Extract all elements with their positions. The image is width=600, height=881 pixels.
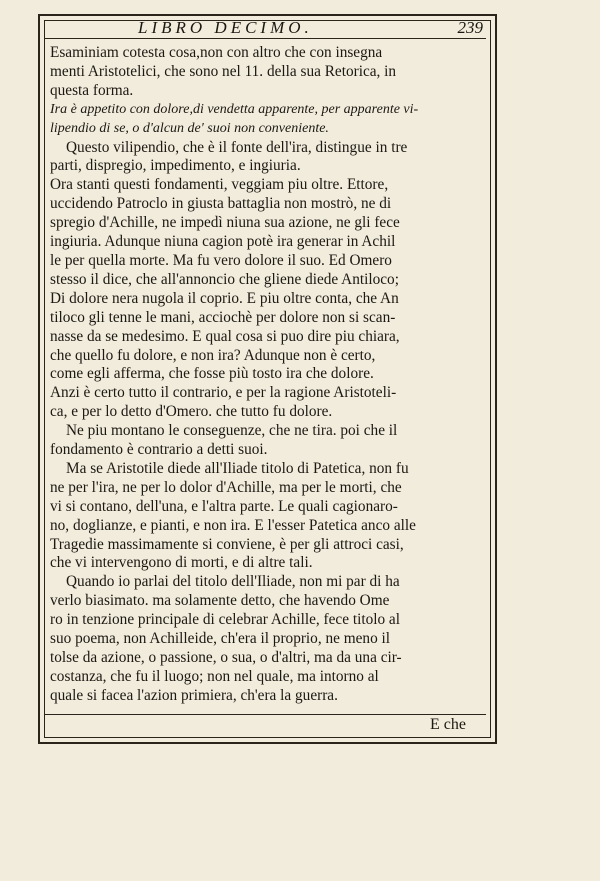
page-header [38,16,493,38]
text-line: Ne piu montano le conseguenze, che ne tira. poi che il [66,422,398,440]
text-line: tolse da azione, o passione, o sua, o d'altri, ma da una cir- [50,649,402,666]
text-line: Ora stanti questi fondamenti, veggiam piu oltre. Ettore, [50,176,389,194]
bottom-rule [45,714,486,715]
main-text [50,44,488,706]
text-line: nasse da se medesimo. E qual cosa si puo dire piu chiara, [50,327,400,345]
text-line: parti, dispregio, impedimento, e ingiuria. [50,157,301,175]
text-line: menti Aristotelici, che sono nel 11. della sua Retorica, in [50,62,397,80]
text-line: Di dolore nera nugola il coprio. E piu oltre conta, che An [50,289,399,307]
text-line: stesso il dice, che all'annoncio che gliene diede Antiloco; [50,270,399,288]
text-line: spregio d'Achille, ne impedì niuna sua azione, ne gli fece [50,214,400,232]
text-line: ne per l'ira, ne per lo dolor d'Achille, ma per le morti, che [50,478,402,496]
running-head: LIBRO DECIMO. [138,18,313,37]
text-line: Quando io parlai del titolo dell'Iliade, non mi par di ha [66,573,400,591]
text-line: no, doglianze, e pianti, e non ira. E l'esser Patetica anco alle [50,516,416,534]
text-line: che vi intervengono di morti, e di altre tali. [50,554,313,572]
text-line: costanza, che fu il luogo; non nel quale, ma intorno al [50,667,379,685]
text-line: vi si contano, dell'una, e l'altra parte. Le quali cagionaro- [50,497,398,515]
text-line: le per quella morte. Ma fu vero dolore il suo. Ed Omero [50,251,392,269]
text-line: Ma se Aristotile diede all'Iliade titolo di Patetica, non fu [66,459,409,477]
text-line: Anzi è certo tutto il contrario, e per la ragione Aristoteli- [50,384,397,402]
text-line: ingiuria. Adunque niuna cagion potè ira generar in Achil [50,233,396,251]
quote-line: Ira è appetito con dolore,di vendetta apparente, per apparente vi- [50,101,419,117]
text-line: questa forma. [50,81,134,99]
paragraph-intro [50,44,488,101]
quote-line: lipendio di se, o d'alcun de' suoi non conveniente. [50,120,329,136]
text-line: quale si facea l'azion primiera, ch'era la guerra. [50,686,338,704]
text-line: tiloco gli tenne le mani, acciochè per dolore non si scan- [50,308,396,326]
text-line: Questo vilipendio, che è il fonte dell'ira, distingue in tre [66,138,408,156]
text-line: ro in tenzione principale di celebrar Achille, fece titolo al [50,611,400,629]
header-rule [45,38,486,39]
text-line: ca, e per lo detto d'Omero. che tutto fu dolore. [50,403,333,421]
catchword: E che [430,716,466,733]
paragraph-body [50,139,488,706]
text-line: che quello fu dolore, e non ira? Adunque non è certo, [50,346,376,364]
text-line: Tragedie massimamente si conviene, è per gli attroci casi, [50,535,404,553]
text-line: suo poema, non Achilleide, ch'era il proprio, ne meno il [50,630,391,648]
text-line: Esaminiam cotesta cosa,non con altro che con insegna [50,44,383,61]
quoted-definition [50,101,488,139]
text-line: uccidendo Patroclo in giusta battaglia non mostrò, ne di [50,195,392,213]
text-line: come egli afferma, che fosse più tosto ira che dolore. [50,365,374,383]
page-number: 239 [457,18,483,37]
text-line: verlo biasimato. ma solamente detto, che havendo Ome [50,592,390,610]
text-line: fondamento è contrario a detti suoi. [50,441,268,459]
